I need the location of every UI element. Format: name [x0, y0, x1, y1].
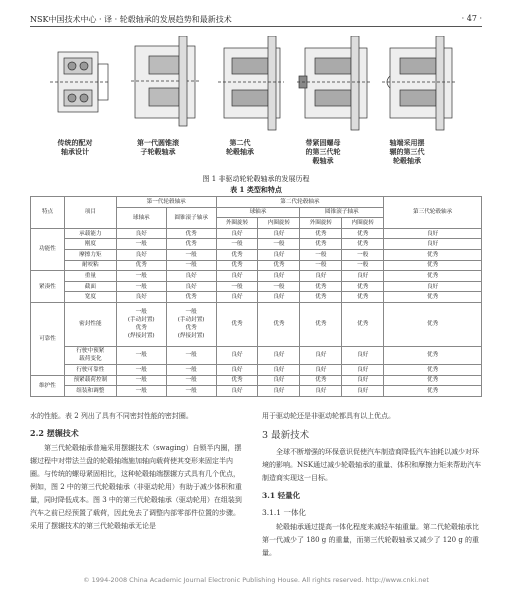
table-cell: 优秀: [342, 281, 384, 292]
table-cell: 优秀: [300, 228, 342, 239]
table-cell: 第三代轮毂轴承: [384, 197, 482, 229]
table-row: [31, 249, 482, 260]
table-cell: 优秀: [216, 260, 258, 271]
table-cell: 良好: [258, 292, 300, 303]
table-cell: 优秀: [342, 302, 384, 346]
figure-title: 图 1 非驱动轮轮毂轴承的发展历程: [202, 175, 310, 183]
table-row: [31, 281, 482, 292]
table-cell: 优秀: [216, 249, 258, 260]
table-cell: 良好: [216, 228, 258, 239]
table-cell: 良好: [342, 375, 384, 386]
table-cell: 一般: [116, 364, 166, 375]
table-cell: 优秀: [384, 302, 482, 346]
table-cell: 良好: [258, 271, 300, 282]
table-cell: 一般: [342, 260, 384, 271]
table-cell: 优秀: [384, 386, 482, 397]
table-row: [31, 260, 482, 271]
table-cell: 优秀: [384, 271, 482, 282]
table-cell: 良好: [216, 364, 258, 375]
paragraph: 水的性能。表 2 列出了具有不同密封性能的密封圈。: [30, 412, 193, 420]
table-cell: 优秀: [384, 292, 482, 303]
table-cell: 一般: [216, 281, 258, 292]
table-cell: 良好: [216, 292, 258, 303]
bearing-drawing-3: [218, 36, 284, 130]
table-cell: 紧凑性: [31, 271, 65, 303]
table-row: [31, 346, 482, 364]
copyright-footer: © 1994-2008 China Academic Journal Electronic Publishing House. All rights reserved. http://www.cnki.net: [83, 576, 429, 584]
table-cell: 良好: [258, 386, 300, 397]
table-header-row: [31, 197, 482, 208]
table-cell: 良好: [384, 239, 482, 250]
table-cell: 优秀: [300, 281, 342, 292]
table-cell: 良好: [342, 386, 384, 397]
table-cell: 可靠性: [31, 302, 65, 375]
page-header: [30, 12, 482, 27]
table-cell: 密封性能: [64, 302, 116, 346]
right-column: [262, 410, 482, 560]
table-cell: 良好: [342, 364, 384, 375]
table-cell: 特点: [31, 197, 65, 229]
left-column: [30, 410, 245, 533]
table-cell: 优秀: [384, 346, 482, 364]
table-cell: 球轴承: [216, 207, 300, 218]
table-cell: 良好: [258, 228, 300, 239]
table-cell: 一般 (手动封置) 优秀 (焊接封置): [166, 302, 216, 346]
table-cell: 良好: [300, 364, 342, 375]
table-cell: 优秀: [342, 292, 384, 303]
table-cell: 行驶中预紧 载荷变化: [64, 346, 116, 364]
table-cell: 良好: [300, 346, 342, 364]
section-heading: 2.2 摆辗技术: [30, 428, 79, 438]
table-cell: 一般: [116, 346, 166, 364]
figure-caption-1: 传统的配对 轴承设计: [57, 138, 93, 156]
table-cell: 一般: [116, 375, 166, 386]
table-cell: 良好: [116, 292, 166, 303]
table-cell: 良好: [116, 249, 166, 260]
table-row: [31, 375, 482, 386]
table-cell: 良好: [384, 228, 482, 239]
subsubsection-heading: 3.1.1 一体化: [262, 508, 306, 517]
table-cell: 优秀: [166, 239, 216, 250]
table-cell: 良好: [166, 281, 216, 292]
table-cell: 优秀: [342, 239, 384, 250]
figure-caption-3: 第二代 轮毂轴承: [226, 138, 254, 156]
table-cell: 一般: [116, 281, 166, 292]
figure-caption-5: 轴端采用摆 辗的第三代 轮毂轴承: [389, 138, 425, 165]
table-cell: 优秀: [300, 375, 342, 386]
table-cell: 一般: [166, 375, 216, 386]
table-cell: 优秀: [258, 302, 300, 346]
table-cell: 项目: [64, 197, 116, 229]
figure-caption-4: 带紧固螺母 的第三代轮 毂轴承: [305, 138, 341, 165]
table-cell: 第一代轮毂轴承: [116, 197, 216, 208]
table-cell: 优秀: [300, 239, 342, 250]
table-cell: 一般: [166, 386, 216, 397]
paragraph: 第三代轮毂轴承普遍采用摆辗技术（swaging）自锁半内圈，摆辗过程中对带法兰盘的轮毂轴端施加轴向载荷使其变形来固定半内圈。与传统的螺母紧固相比，这种轮毂轴端摆辗方式具有几个优点，例如，图 2 中的第三代轮毂轴承（非驱动轮用）有助于减少体积和重量，同时降低成本。图 3 中的第三代轮毂轴承（驱动轮用）在组装到汽车之前已经预置了载荷，因此免去了调整内部零部件位置的步骤。采用了摆辗技术的第三代轮毂轴承无论是: [30, 444, 242, 530]
table-cell: 良好: [216, 346, 258, 364]
table-cell: 第二代轮毂轴承: [216, 197, 384, 208]
table-cell: 优秀: [384, 260, 482, 271]
table-cell: 圆锥滚子轴承: [300, 207, 384, 218]
table-cell: 良好: [258, 346, 300, 364]
table-row: [31, 386, 482, 397]
figure-caption-2: 第一代圆锥滚 子轮毂轴承: [137, 138, 179, 156]
paragraph: 全球不断增强的环保意识促使汽车制造商降低汽车油耗以减少对环境的影响。NSK通过减少轮毂轴承的重量、体积和摩擦力矩来帮助汽车制造商实现这一目标。: [262, 448, 482, 482]
table-title: 表 1 类型和特点: [230, 185, 282, 194]
table-cell: 优秀: [116, 260, 166, 271]
table-cell: 内圈旋转: [342, 218, 384, 229]
table-cell: 优秀: [216, 375, 258, 386]
table-cell: 圆锥滚子轴承: [166, 207, 216, 228]
table-cell: 良好: [258, 249, 300, 260]
table-cell: 优秀: [384, 249, 482, 260]
table-cell: 组装和调整: [64, 386, 116, 397]
table-cell: 良好: [300, 386, 342, 397]
table-cell: 摩擦力矩: [64, 249, 116, 260]
subsection-heading: 3.1 轻量化: [262, 491, 301, 500]
table-cell: 球轴承: [116, 207, 166, 228]
table-cell: 行驶可靠性: [64, 364, 116, 375]
table-cell: 良好: [300, 271, 342, 282]
paragraph: 用于驱动轮还是非驱动轮都具有以上优点。: [262, 412, 395, 420]
table-cell: 优秀: [300, 302, 342, 346]
table-row: [31, 271, 482, 282]
table-cell: 优秀: [342, 228, 384, 239]
table-cell: 内圈旋转: [258, 218, 300, 229]
table-cell: 一般: [300, 260, 342, 271]
table-cell: 优秀: [258, 260, 300, 271]
table-cell: 一般: [216, 239, 258, 250]
table-row: [31, 239, 482, 250]
table-cell: 一般: [258, 281, 300, 292]
table-cell: 一般: [166, 346, 216, 364]
bearing-drawing-4: [297, 36, 371, 130]
characteristics-table: [30, 196, 482, 397]
page-number: · 47 ·: [461, 14, 482, 23]
table-row: [31, 228, 482, 239]
table-cell: 良好: [216, 386, 258, 397]
bearing-drawing-2: [131, 36, 201, 126]
table-cell: 良好: [166, 271, 216, 282]
table-cell: 维护性: [31, 375, 65, 396]
table-cell: 优秀: [166, 228, 216, 239]
table-cell: 一般: [166, 260, 216, 271]
section-heading: 3 最新技术: [262, 430, 310, 441]
table-cell: 耐咬粘: [64, 260, 116, 271]
table-cell: 一般 (手动封置) 优秀 (焊接封置): [116, 302, 166, 346]
table-cell: 良好: [258, 364, 300, 375]
table-cell: 良好: [342, 346, 384, 364]
table-cell: 一般: [116, 271, 166, 282]
table-cell: 截面: [64, 281, 116, 292]
table-cell: 一般: [116, 386, 166, 397]
table-row: [31, 302, 482, 346]
table-cell: 优秀: [384, 364, 482, 375]
table-cell: 外圈旋转: [216, 218, 258, 229]
table-cell: 优秀: [166, 292, 216, 303]
table-cell: 优秀: [300, 292, 342, 303]
table-cell: 良好: [384, 281, 482, 292]
table-cell: 良好: [116, 228, 166, 239]
table-cell: 良好: [342, 271, 384, 282]
table-cell: 刚度: [64, 239, 116, 250]
bearing-drawing-5: [382, 36, 456, 130]
table-cell: 一般: [166, 249, 216, 260]
header-left: NSK中国技术中心 · 译 · 轮毂轴承的发展趋势和最新技术: [30, 15, 232, 24]
table-cell: 一般: [258, 239, 300, 250]
table-cell: 优秀: [384, 375, 482, 386]
table-cell: 外圈旋转: [300, 218, 342, 229]
table-cell: 优秀: [216, 302, 258, 346]
bearing-drawing-1: [50, 52, 110, 112]
table-cell: 一般: [166, 364, 216, 375]
table-cell: 良好: [216, 271, 258, 282]
paragraph: 轮毂轴承通过提高一体化程度来减轻车轴重量。第二代轮毂轴承比第一代减少了 180 g 的重量，而第三代轮毂轴承又减少了 120 g 的重量。: [262, 523, 480, 557]
table-cell: 承载能力: [64, 228, 116, 239]
table-cell: 重量: [64, 271, 116, 282]
table-cell: 一般: [342, 249, 384, 260]
table-cell: 预紧载荷控制: [64, 375, 116, 386]
table-cell: 一般: [300, 249, 342, 260]
table-row: [31, 292, 482, 303]
table-cell: 功能性: [31, 228, 65, 270]
table-row: [31, 364, 482, 375]
table-cell: 良好: [258, 375, 300, 386]
table-cell: 宽度: [64, 292, 116, 303]
table-cell: 一般: [116, 239, 166, 250]
